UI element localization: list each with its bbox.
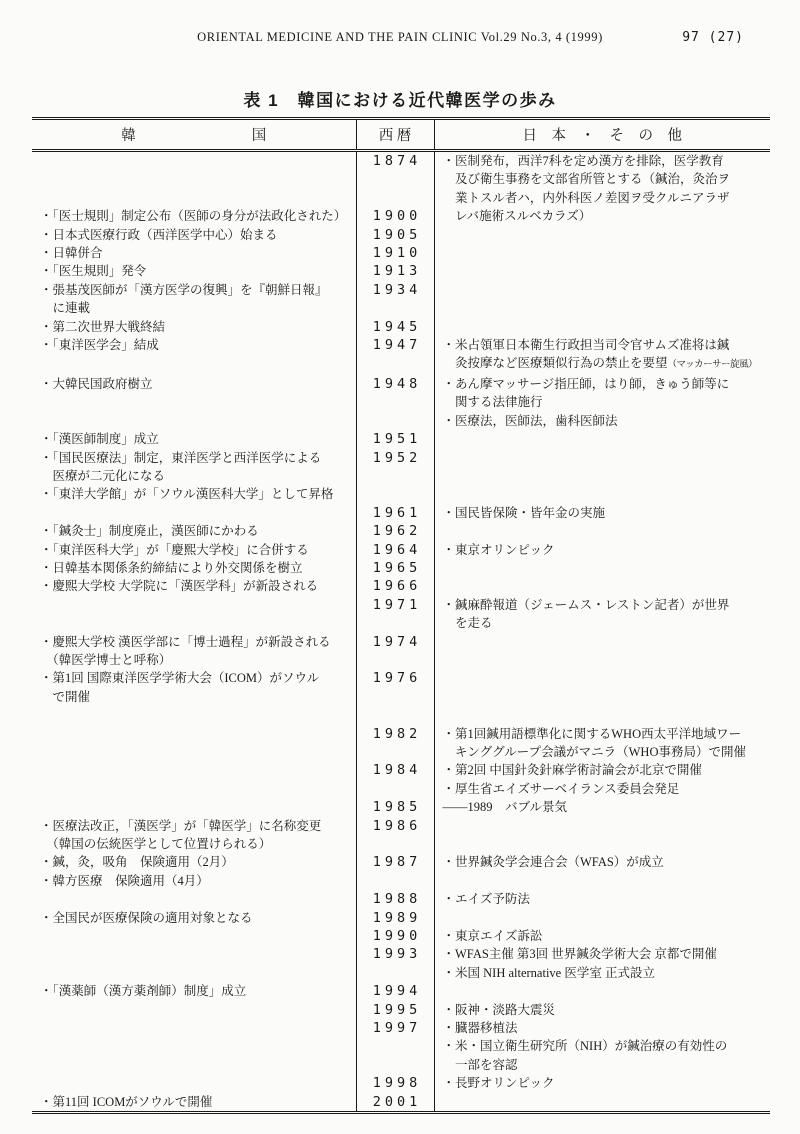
timeline-line <box>32 299 770 317</box>
year-cell <box>356 467 434 485</box>
japan-event-cell <box>434 318 770 336</box>
year-cell: 1966 <box>356 577 434 595</box>
korea-event-cell <box>32 1001 356 1019</box>
japan-event-cell: 関する法律施行 <box>442 395 543 410</box>
korea-event-cell <box>32 743 356 761</box>
korea-event-cell <box>32 151 356 171</box>
timeline-line <box>32 151 770 171</box>
korea-event-cell: （韓国の伝統医学として位置けられる） <box>40 837 272 852</box>
year-cell <box>356 354 434 374</box>
korea-event-cell: ・韓方医療 保険適用（4月） <box>40 873 209 888</box>
year-cell: 1965 <box>356 559 434 577</box>
timeline-line <box>32 872 770 890</box>
japan-event-cell: を走る <box>442 616 493 631</box>
japan-event-cell: ・臓器移植法 <box>442 1021 518 1036</box>
col-header-korea: 韓 国 <box>32 119 356 151</box>
japan-event-cell: ――1989 バブル景気 <box>442 800 568 815</box>
col-header-japan: 日 本 ・ そ の 他 <box>434 119 770 151</box>
timeline-line <box>32 1019 770 1037</box>
year-cell: 1934 <box>356 281 434 299</box>
korea-event-cell <box>32 890 356 908</box>
korea-event-cell <box>32 780 356 798</box>
timeline-line <box>32 336 770 354</box>
year-cell: 1952 <box>356 449 434 467</box>
korea-event-cell: ・日韓併合 <box>40 246 103 261</box>
timeline-line <box>32 633 770 651</box>
year-cell: 1990 <box>356 927 434 945</box>
year-cell: 1993 <box>356 945 434 963</box>
korea-event-cell <box>32 761 356 779</box>
year-cell: 2001 <box>356 1093 434 1113</box>
japan-event-cell <box>434 706 770 724</box>
japan-event-cell <box>434 485 770 503</box>
korea-event-cell: ・全国民が医療保険の適用対象となる <box>40 910 253 925</box>
timeline-line <box>32 577 770 595</box>
korea-event-cell: ・張基茂医師が「漢方医学の復興」を『朝鮮日報』 <box>40 282 328 297</box>
year-cell <box>356 170 434 188</box>
japan-event-cell: ・東京エイズ訴訟 <box>442 929 543 944</box>
year-cell <box>356 1037 434 1055</box>
year-cell: 1982 <box>356 725 434 743</box>
year-cell: 1951 <box>356 430 434 448</box>
timeline-line <box>32 467 770 485</box>
timeline-line <box>32 375 770 393</box>
korea-event-cell <box>32 189 356 207</box>
timeline-line <box>32 485 770 503</box>
japan-event-cell <box>434 262 770 280</box>
japan-event-cell: ・米国 NIH alternative 医学室 正式設立 <box>442 965 655 980</box>
timeline-line <box>32 688 770 706</box>
year-cell <box>356 299 434 317</box>
korea-event-cell: ・「医生規則」発令 <box>40 264 147 279</box>
korea-event-cell: ・第二次世界大戦終結 <box>40 319 166 334</box>
year-cell <box>356 1056 434 1074</box>
japan-event-cell <box>434 817 770 835</box>
korea-event-cell: ・「東洋医科大学」が「慶熙大学校」に合併する <box>40 542 309 557</box>
year-cell: 1947 <box>356 336 434 354</box>
timeline-line <box>32 430 770 448</box>
korea-event-cell: ・医療法改正，「漢医学」が「韓医学」に名称変更 <box>40 818 322 833</box>
timeline-line <box>32 449 770 467</box>
timeline-line <box>32 909 770 927</box>
japan-event-cell <box>434 299 770 317</box>
timeline-table <box>32 117 770 1114</box>
year-cell <box>356 706 434 724</box>
page-number: 97 (27) <box>682 30 744 45</box>
timeline-line <box>32 1056 770 1074</box>
japan-event-cell <box>434 559 770 577</box>
japan-event-cell: ・医制発布，西洋7科を定め漢方を排除，医学教育 <box>442 154 724 168</box>
korea-event-cell <box>32 1074 356 1092</box>
japan-event-cell: 業トスル者ハ，内外科医ノ差図ヲ受クルニアラザ <box>442 190 730 205</box>
timeline-line <box>32 244 770 262</box>
timeline-line <box>32 354 770 374</box>
timeline-line <box>32 835 770 853</box>
year-cell: 1997 <box>356 1019 434 1037</box>
korea-event-cell <box>32 798 356 816</box>
year-cell: 1913 <box>356 262 434 280</box>
year-cell: 1984 <box>356 761 434 779</box>
korea-event-cell: に連載 <box>40 301 91 316</box>
journal-title: ORIENTAL MEDICINE AND THE PAIN CLINIC Vol.29 No.3, 4 (1999) <box>197 30 603 44</box>
timeline-line <box>32 170 770 188</box>
timeline-line <box>32 226 770 244</box>
korea-event-cell: ・「国民医療法」制定，東洋医学と西洋医学による <box>40 450 322 465</box>
timeline-line <box>32 262 770 280</box>
timeline-header-row <box>32 119 770 151</box>
year-cell <box>356 964 434 982</box>
year-cell: 1948 <box>356 375 434 393</box>
korea-event-cell: ・第11回 ICOMがソウルで開催 <box>40 1094 213 1109</box>
korea-event-cell <box>32 170 356 188</box>
korea-event-cell: ・「漢医師制度」成立 <box>40 432 159 447</box>
timeline-line <box>32 651 770 669</box>
year-cell <box>356 743 434 761</box>
year-cell: 1905 <box>356 226 434 244</box>
timeline-line <box>32 189 770 207</box>
timeline-line <box>32 1001 770 1019</box>
korea-event-cell: で開催 <box>40 689 91 704</box>
japan-event-cell: キンググループ会議がマニラ（WHO事務局）で開催 <box>442 744 746 759</box>
korea-event-cell <box>32 964 356 982</box>
year-cell: 1985 <box>356 798 434 816</box>
timeline-line <box>32 798 770 816</box>
timeline-line <box>32 817 770 835</box>
year-cell <box>356 872 434 890</box>
timeline-line <box>32 982 770 1000</box>
korea-event-cell <box>32 1056 356 1074</box>
korea-event-cell: ・「東洋医学会」結成 <box>40 338 159 353</box>
timeline-line <box>32 393 770 411</box>
japan-event-cell <box>434 651 770 669</box>
japan-event-cell: ・エイズ予防法 <box>442 892 530 907</box>
korea-event-cell: ・日本式医療行政（西洋医学中心）始まる <box>40 227 278 242</box>
year-cell <box>356 651 434 669</box>
japan-event-cell: ・鍼麻酔報道（ジェームス・レストン記者）が世界 <box>442 597 730 612</box>
year-cell: 1945 <box>356 318 434 336</box>
japan-event-cell <box>434 577 770 595</box>
year-cell <box>356 780 434 798</box>
korea-event-cell: ・日韓基本関係条約締結により外交関係を樹立 <box>40 560 303 575</box>
year-cell: 1987 <box>356 853 434 871</box>
year-cell: 1995 <box>356 1001 434 1019</box>
japan-event-cell <box>434 1093 770 1113</box>
japan-event-cell: 灸按摩など医療類似行為の禁止を要望（マッカーサー旋風） <box>442 356 758 371</box>
year-cell: 1962 <box>356 522 434 540</box>
japan-event-cell: ・米占領軍日本衛生行政担当司令官サムズ准将は鍼 <box>442 338 730 353</box>
japan-event-cell <box>434 688 770 706</box>
year-cell: 1976 <box>356 669 434 687</box>
japan-event-cell <box>434 522 770 540</box>
japan-event-cell <box>434 982 770 1000</box>
japan-event-cell: ・WFAS主催 第3回 世界鍼灸学術大会 京都で開催 <box>442 947 717 962</box>
year-cell: 1988 <box>356 890 434 908</box>
timeline-line <box>32 207 770 225</box>
japan-event-cell <box>434 835 770 853</box>
korea-event-cell <box>32 354 356 374</box>
year-cell: 1989 <box>356 909 434 927</box>
year-cell <box>356 614 434 632</box>
timeline-line <box>32 725 770 743</box>
korea-event-cell: ・大韓民国政府樹立 <box>40 376 153 391</box>
korea-event-cell: ・慶熙大学校 大学院に「漢医学科」が新設される <box>40 579 319 594</box>
year-cell: 1874 <box>356 151 434 171</box>
year-cell: 1900 <box>356 207 434 225</box>
japan-event-cell: ・第1回鍼用語標準化に関するWHO西太平洋地域ワー <box>442 726 742 741</box>
timeline-line <box>32 890 770 908</box>
japan-event-small-text: （マッカーサー旋風） <box>667 360 758 371</box>
korea-event-cell: ・「漢薬師（漢方薬剤師）制度」成立 <box>40 984 247 999</box>
korea-event-cell <box>32 504 356 522</box>
timeline-line <box>32 927 770 945</box>
korea-event-cell: ・「医士規則」制定公布（医師の身分が法政化された） <box>40 209 347 224</box>
korea-event-cell <box>32 927 356 945</box>
timeline-line <box>32 761 770 779</box>
japan-event-cell: レバ施術スルベカラズ） <box>442 209 592 224</box>
korea-event-cell: ・「東洋大学館」が「ソウル漢医科大学」として昇格 <box>40 487 334 502</box>
japan-event-cell <box>434 244 770 262</box>
korea-event-cell <box>32 596 356 614</box>
year-cell: 1986 <box>356 817 434 835</box>
year-cell: 1961 <box>356 504 434 522</box>
japan-event-cell: ・東京オリンピック <box>442 542 555 557</box>
japan-event-cell <box>434 467 770 485</box>
year-cell <box>356 485 434 503</box>
japan-event-cell: ・世界鍼灸学会連合会（WFAS）が成立 <box>442 855 664 870</box>
korea-event-cell: ・慶熙大学校 漢医学部に「博士過程」が新設される <box>40 634 331 649</box>
year-cell <box>356 835 434 853</box>
japan-event-cell: ・長野オリンピック <box>442 1076 555 1091</box>
col-header-year: 西 暦 <box>356 119 434 151</box>
timeline-line <box>32 596 770 614</box>
timeline-line <box>32 1074 770 1092</box>
timeline-line <box>32 853 770 871</box>
year-cell <box>356 412 434 430</box>
timeline-line <box>32 669 770 687</box>
japan-event-cell: ・厚生省エイズサーベイランス委員会発足 <box>442 781 680 796</box>
timeline-line <box>32 945 770 963</box>
japan-event-cell: ・米・国立衛生研究所（NIH）が鍼治療の有効性の <box>442 1039 728 1054</box>
year-cell: 1910 <box>356 244 434 262</box>
timeline-line <box>32 559 770 577</box>
year-cell: 1964 <box>356 541 434 559</box>
year-cell: 1974 <box>356 633 434 651</box>
timeline-line <box>32 522 770 540</box>
japan-event-cell: ・阪神・淡路大震災 <box>442 1002 556 1017</box>
korea-event-cell <box>32 725 356 743</box>
running-head <box>0 30 800 50</box>
korea-event-cell: 医療が二元化になる <box>40 468 166 483</box>
japan-event-cell <box>434 669 770 687</box>
japan-event-cell: ・第2回 中国針灸針麻学術討論会が北京で開催 <box>442 763 702 778</box>
japan-event-cell <box>434 449 770 467</box>
japan-event-cell <box>434 281 770 299</box>
japan-event-cell <box>434 872 770 890</box>
japan-event-cell: ・国民皆保険・皆年金の実施 <box>442 505 606 520</box>
korea-event-cell: （韓医学博士と呼称） <box>40 652 172 667</box>
korea-event-cell <box>32 614 356 632</box>
korea-event-cell <box>32 1019 356 1037</box>
timeline-body <box>32 151 770 1113</box>
korea-event-cell <box>32 412 356 430</box>
korea-event-cell: ・「鍼灸士」制度廃止，漢医師にかわる <box>40 524 259 539</box>
timeline-line <box>32 780 770 798</box>
year-cell <box>356 688 434 706</box>
timeline-line <box>32 1037 770 1055</box>
year-cell <box>356 189 434 207</box>
korea-event-cell: ・第1回 国際東洋医学学術大会（ICOM）がソウル <box>40 671 320 686</box>
japan-event-cell <box>434 226 770 244</box>
year-cell: 1971 <box>356 596 434 614</box>
timeline-line <box>32 1093 770 1113</box>
timeline-line <box>32 541 770 559</box>
year-cell: 1994 <box>356 982 434 1000</box>
japan-event-cell <box>434 430 770 448</box>
timeline-line <box>32 743 770 761</box>
japan-event-cell: ・あん摩マッサージ指圧師，はり師，きゅう師等に <box>442 376 730 391</box>
korea-event-cell <box>32 1037 356 1055</box>
table-title: 表 1 韓国における近代韓医学の歩み <box>243 91 557 110</box>
japan-event-cell: 一部を容認 <box>442 1057 518 1072</box>
korea-event-cell <box>32 393 356 411</box>
korea-event-cell <box>32 706 356 724</box>
timeline-line <box>32 964 770 982</box>
korea-event-cell <box>32 945 356 963</box>
japan-event-cell: ・医療法，医師法，歯科医師法 <box>442 413 618 428</box>
timeline-line <box>32 614 770 632</box>
year-cell <box>356 393 434 411</box>
year-cell: 1998 <box>356 1074 434 1092</box>
japan-event-cell <box>434 909 770 927</box>
timeline-line <box>32 706 770 724</box>
japan-event-cell: 及び衛生事務を文部省所管とする（鍼治，灸治ヲ <box>442 172 731 187</box>
timeline-line <box>32 281 770 299</box>
timeline-line <box>32 504 770 522</box>
japan-event-cell <box>434 633 770 651</box>
timeline-line <box>32 412 770 430</box>
timeline-line <box>32 318 770 336</box>
korea-event-cell: ・鍼，灸，吸角 保険適用（2月） <box>40 855 234 870</box>
